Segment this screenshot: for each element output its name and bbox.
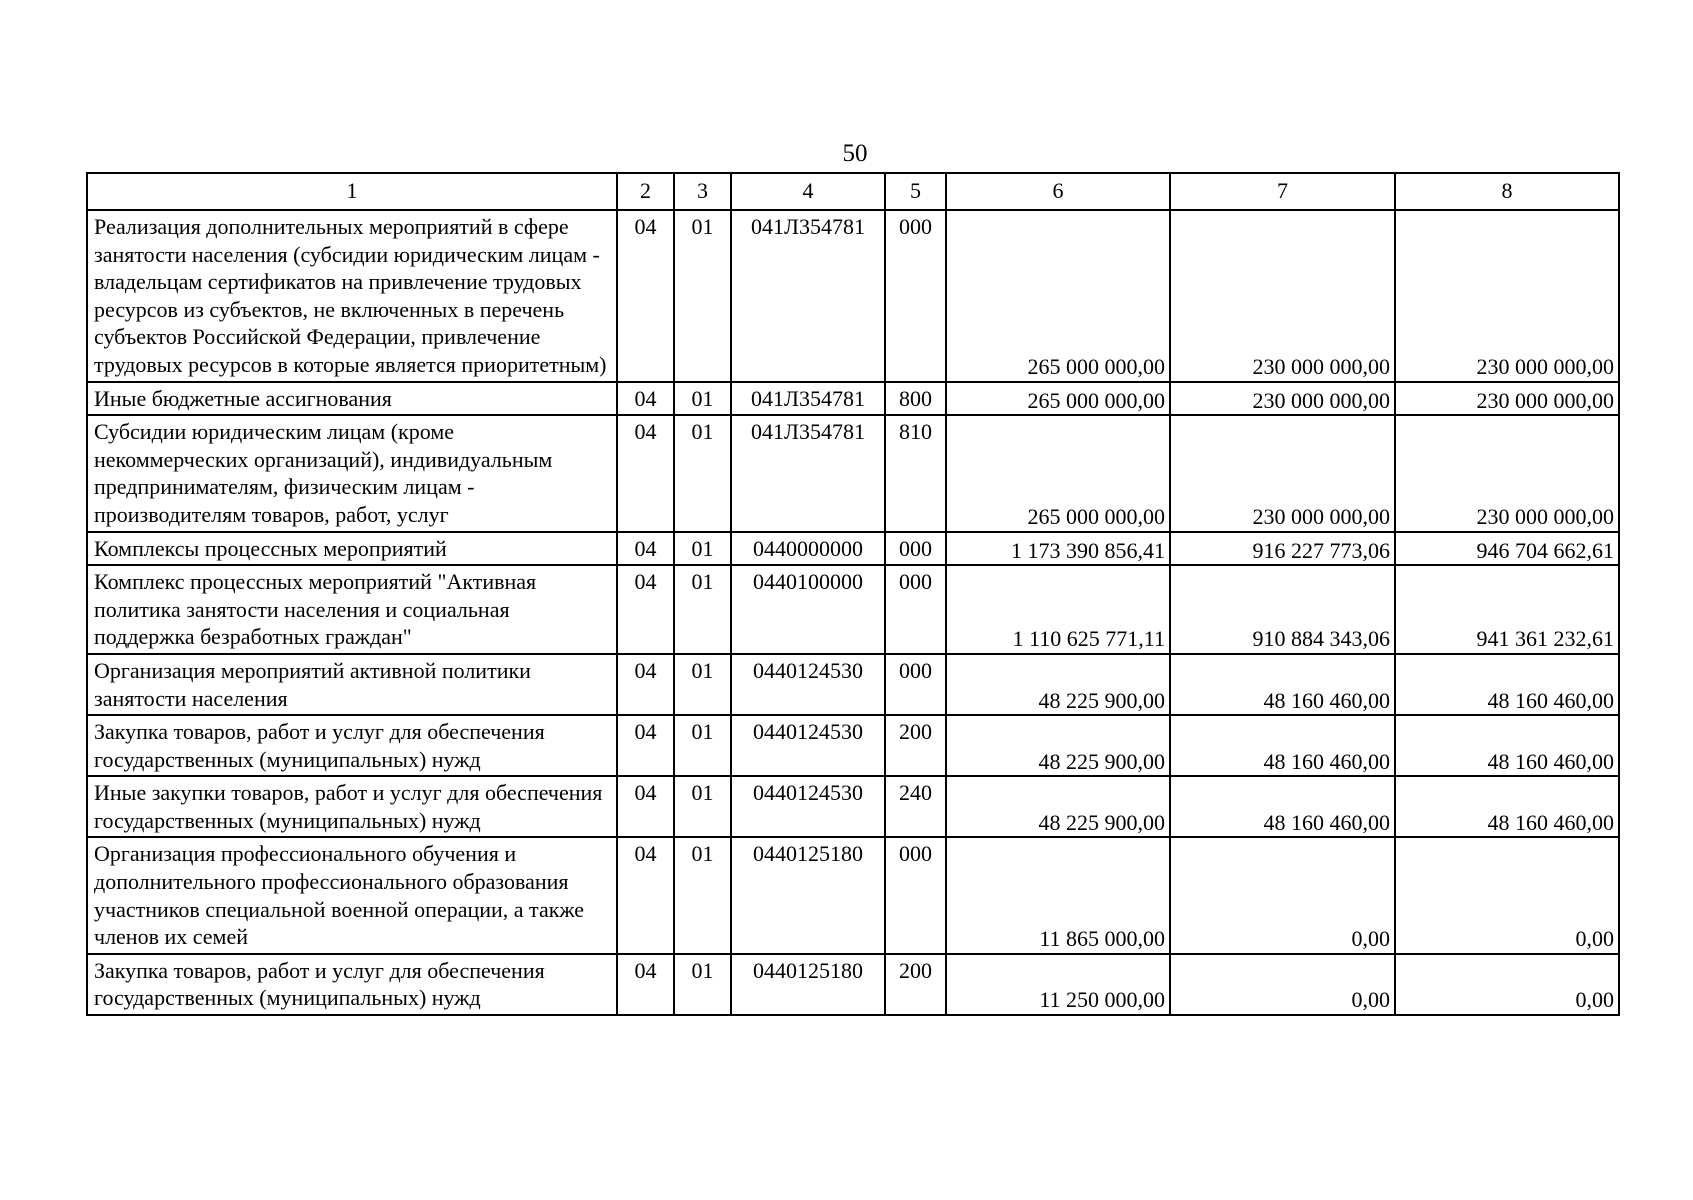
amount-col-6: 48 225 900,00 <box>946 654 1170 715</box>
target-article-code: 0440124530 <box>731 715 885 776</box>
row-name: Организация мероприятий активной политики занятости населения <box>87 654 617 715</box>
table-row <box>87 532 1619 566</box>
amount-col-7: 48 160 460,00 <box>1170 715 1395 776</box>
razdel-code: 04 <box>617 654 674 715</box>
amount-col-7: 0,00 <box>1170 837 1395 953</box>
amount-col-8: 0,00 <box>1395 837 1619 953</box>
column-header: 2 <box>617 173 674 210</box>
target-article-code: 0440125180 <box>731 837 885 953</box>
expense-type-code: 000 <box>885 654 946 715</box>
expense-type-code: 000 <box>885 837 946 953</box>
target-article-code: 041Л354781 <box>731 210 885 382</box>
table-row <box>87 776 1619 837</box>
amount-col-8: 946 704 662,61 <box>1395 532 1619 566</box>
column-header: 4 <box>731 173 885 210</box>
expense-type-code: 000 <box>885 532 946 566</box>
expense-type-code: 000 <box>885 210 946 382</box>
table-row <box>87 415 1619 531</box>
row-name: Закупка товаров, работ и услуг для обеспечения государственных (муниципальных) нужд <box>87 954 617 1015</box>
amount-col-8: 48 160 460,00 <box>1395 776 1619 837</box>
amount-col-8: 48 160 460,00 <box>1395 654 1619 715</box>
amount-col-8: 48 160 460,00 <box>1395 715 1619 776</box>
column-header: 8 <box>1395 173 1619 210</box>
amount-col-6: 265 000 000,00 <box>946 382 1170 416</box>
razdel-code: 04 <box>617 532 674 566</box>
table-row <box>87 382 1619 416</box>
table-row <box>87 954 1619 1015</box>
column-header: 1 <box>87 173 617 210</box>
row-name: Закупка товаров, работ и услуг для обеспечения государственных (муниципальных) нужд <box>87 715 617 776</box>
row-name: Иные закупки товаров, работ и услуг для обеспечения государственных (муниципальных) нужд <box>87 776 617 837</box>
amount-col-6: 11 865 000,00 <box>946 837 1170 953</box>
amount-col-6: 11 250 000,00 <box>946 954 1170 1015</box>
amount-col-6: 265 000 000,00 <box>946 415 1170 531</box>
row-name: Комплексы процессных мероприятий <box>87 532 617 566</box>
razdel-code: 04 <box>617 715 674 776</box>
podrazdel-code: 01 <box>674 532 731 566</box>
expense-type-code: 240 <box>885 776 946 837</box>
target-article-code: 041Л354781 <box>731 382 885 416</box>
target-article-code: 0440000000 <box>731 532 885 566</box>
target-article-code: 0440124530 <box>731 654 885 715</box>
podrazdel-code: 01 <box>674 565 731 654</box>
row-name: Организация профессионального обучения и дополнительного профессионального образования участников специальной военной операции, а также членов их семей <box>87 837 617 953</box>
expense-type-code: 810 <box>885 415 946 531</box>
expense-type-code: 200 <box>885 954 946 1015</box>
budget-table <box>86 172 1620 1016</box>
row-name: Иные бюджетные ассигнования <box>87 382 617 416</box>
amount-col-6: 265 000 000,00 <box>946 210 1170 382</box>
target-article-code: 0440125180 <box>731 954 885 1015</box>
amount-col-6: 1 110 625 771,11 <box>946 565 1170 654</box>
razdel-code: 04 <box>617 954 674 1015</box>
amount-col-8: 941 361 232,61 <box>1395 565 1619 654</box>
row-name: Реализация дополнительных мероприятий в сфере занятости населения (субсидии юридическим лицам - владельцам сертификатов на привлечение трудовых ресурсов из субъектов, не включенных в перечень субъектов Российской Федерации, привлечение трудовых ресурсов в которые является приоритетным) <box>87 210 617 382</box>
razdel-code: 04 <box>617 415 674 531</box>
podrazdel-code: 01 <box>674 654 731 715</box>
table-row <box>87 565 1619 654</box>
column-header: 7 <box>1170 173 1395 210</box>
podrazdel-code: 01 <box>674 954 731 1015</box>
amount-col-7: 48 160 460,00 <box>1170 654 1395 715</box>
razdel-code: 04 <box>617 382 674 416</box>
podrazdel-code: 01 <box>674 715 731 776</box>
column-header: 3 <box>674 173 731 210</box>
table-row <box>87 210 1619 382</box>
podrazdel-code: 01 <box>674 415 731 531</box>
target-article-code: 0440100000 <box>731 565 885 654</box>
expense-type-code: 800 <box>885 382 946 416</box>
target-article-code: 041Л354781 <box>731 415 885 531</box>
table-row <box>87 837 1619 953</box>
razdel-code: 04 <box>617 565 674 654</box>
amount-col-7: 230 000 000,00 <box>1170 415 1395 531</box>
table-row <box>87 654 1619 715</box>
header-row <box>87 173 1619 210</box>
amount-col-8: 230 000 000,00 <box>1395 382 1619 416</box>
target-article-code: 0440124530 <box>731 776 885 837</box>
podrazdel-code: 01 <box>674 837 731 953</box>
amount-col-6: 1 173 390 856,41 <box>946 532 1170 566</box>
razdel-code: 04 <box>617 776 674 837</box>
amount-col-8: 0,00 <box>1395 954 1619 1015</box>
amount-col-8: 230 000 000,00 <box>1395 415 1619 531</box>
table-row <box>87 715 1619 776</box>
column-header: 6 <box>946 173 1170 210</box>
amount-col-7: 48 160 460,00 <box>1170 776 1395 837</box>
row-name: Субсидии юридическим лицам (кроме некоммерческих организаций), индивидуальным предпринимателям, физическим лицам - производителям товаров, работ, услуг <box>87 415 617 531</box>
amount-col-6: 48 225 900,00 <box>946 776 1170 837</box>
row-name: Комплекс процессных мероприятий "Активная политика занятости населения и социальная поддержка безработных граждан" <box>87 565 617 654</box>
amount-col-6: 48 225 900,00 <box>946 715 1170 776</box>
razdel-code: 04 <box>617 210 674 382</box>
column-header: 5 <box>885 173 946 210</box>
page-number: 50 <box>842 140 868 167</box>
expense-type-code: 000 <box>885 565 946 654</box>
amount-col-7: 230 000 000,00 <box>1170 382 1395 416</box>
podrazdel-code: 01 <box>674 776 731 837</box>
amount-col-7: 230 000 000,00 <box>1170 210 1395 382</box>
podrazdel-code: 01 <box>674 382 731 416</box>
amount-col-7: 916 227 773,06 <box>1170 532 1395 566</box>
amount-col-8: 230 000 000,00 <box>1395 210 1619 382</box>
razdel-code: 04 <box>617 837 674 953</box>
amount-col-7: 0,00 <box>1170 954 1395 1015</box>
amount-col-7: 910 884 343,06 <box>1170 565 1395 654</box>
expense-type-code: 200 <box>885 715 946 776</box>
podrazdel-code: 01 <box>674 210 731 382</box>
